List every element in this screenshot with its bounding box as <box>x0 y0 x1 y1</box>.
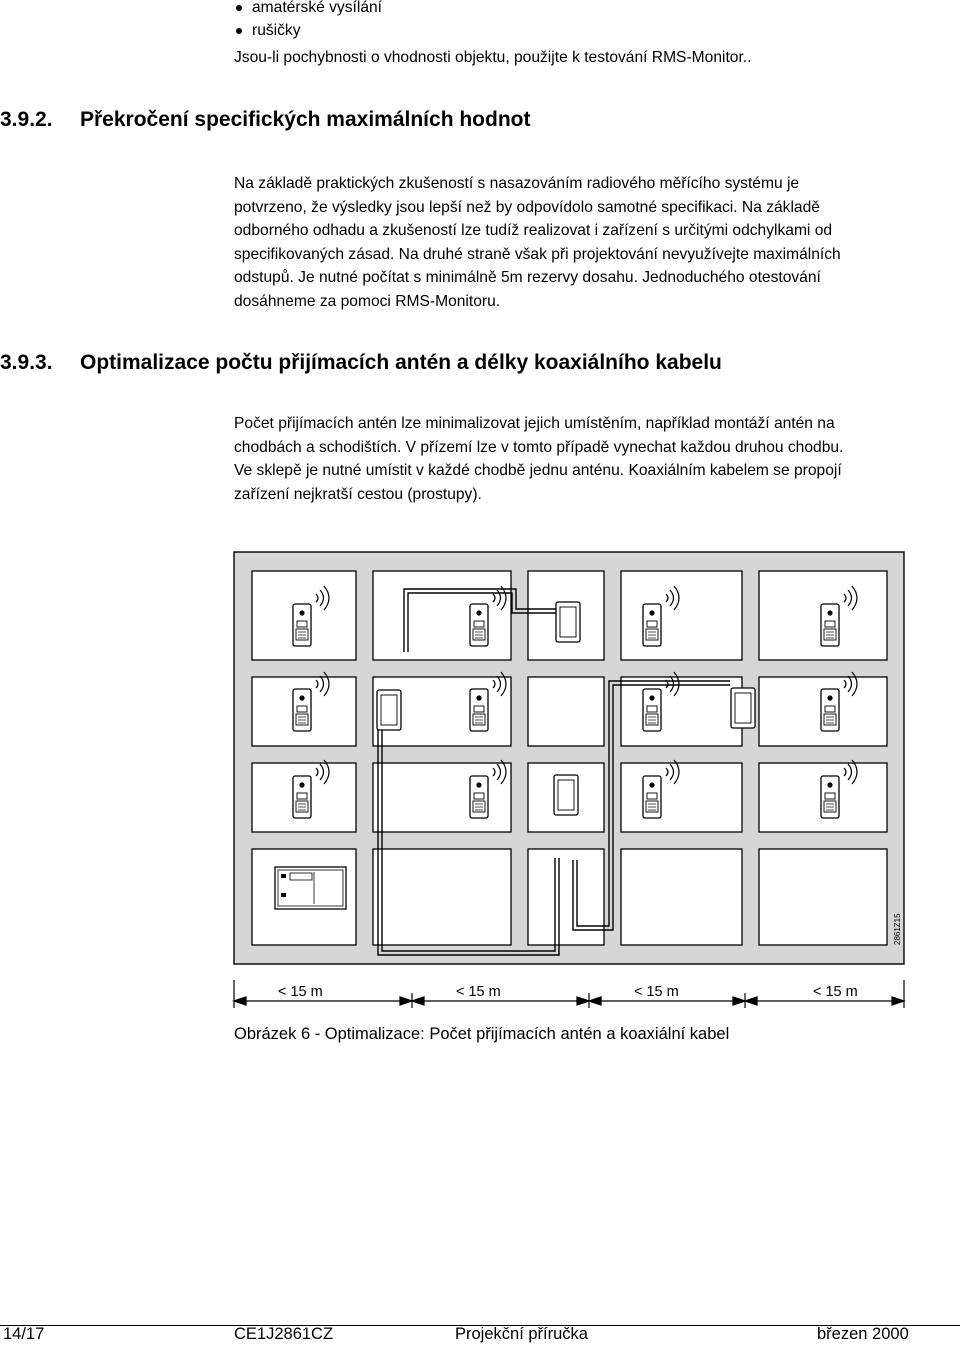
section-paragraph <box>234 172 924 314</box>
section-number: 3.9.2. <box>0 108 53 131</box>
footer-doc-id: CE1J2861CZ <box>234 1325 334 1343</box>
paragraph-line: chodbách a schodištích. V přízemí lze v tomto případě vynechat každou druhou chodbu. <box>234 438 844 456</box>
distance-label: < 15 m <box>456 984 501 1000</box>
distance-label: < 15 m <box>813 984 858 1000</box>
antenna-icon <box>556 602 580 642</box>
paragraph-line: Ve sklepě je nutné umístit v každé chodbě jednu anténu. Koaxiálním kabelem se propojí <box>234 462 842 480</box>
distance-label: < 15 m <box>634 984 679 1000</box>
paragraph-line: potvrzeno, že výsledky jsou lepší než by odpovídolo samotné specifikaci. Na základě <box>234 198 820 216</box>
footer-page-number: 14/17 <box>3 1325 45 1343</box>
antenna-icon <box>731 688 755 728</box>
bullet-list <box>234 0 382 42</box>
paragraph-line: odborného odhadu a zkušeností lze tudíž realizovat i zařízení s určitými odchylkami od <box>234 222 833 240</box>
figure-caption: Obrázek 6 - Optimalizace: Počet přijímacích antén a koaxiální kabel <box>234 1025 730 1043</box>
dimension-line <box>234 980 904 1008</box>
paragraph-line: odstupů. Je nutné počítat s minimálně 5m rezervy dosahu. Jednoduchého otestování <box>234 269 821 287</box>
section-title: Optimalizace počtu přijímacích antén a délky koaxiálního kabelu <box>80 351 722 374</box>
section-title: Překročení specifických maximálních hodnot <box>80 108 531 131</box>
intro-line: Jsou-li pochybnosti o vhodnosti objektu, použijte k testování RMS-Monitor.. <box>234 49 752 66</box>
antenna-icon <box>377 690 401 730</box>
footer-doc-title: Projekční příručka <box>455 1325 588 1343</box>
building-diagram <box>0 540 960 1020</box>
paragraph-line: dosáhneme za pomoci RMS-Monitoru. <box>234 292 501 310</box>
paragraph-line: specifikovaných zásad. Na druhé straně však při projektování nevyužívejte maximálních <box>234 245 841 263</box>
paragraph-line: zařízení nejkratší cestou (prostupy). <box>234 485 482 503</box>
footer-date: březen 2000 <box>817 1325 909 1343</box>
section-paragraph <box>234 412 924 506</box>
paragraph-line: Počet přijímacích antén lze minimalizovat jejich umístěním, například montáží antén na <box>234 415 835 432</box>
antenna-icon <box>554 775 578 815</box>
paragraph-line: Na základě praktických zkušeností s nasazováním radiového měřícího systému je <box>234 175 800 192</box>
central-unit-icon <box>275 867 346 909</box>
distance-label: < 15 m <box>278 984 323 1000</box>
bullet-item: amatérské vysílání <box>234 0 382 19</box>
figure-code: 2861Z15 <box>893 913 902 945</box>
bullet-item: rušičky <box>234 19 382 42</box>
section-number: 3.9.3. <box>0 351 53 374</box>
